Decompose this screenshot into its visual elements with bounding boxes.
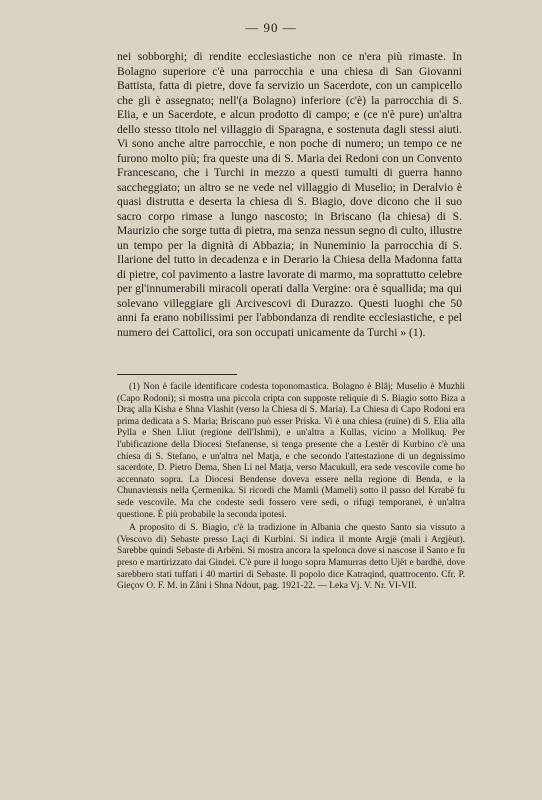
main-text xyxy=(117,50,462,340)
footnotes xyxy=(117,382,465,593)
main-paragraph: nei sobborghi; di rendite ecclesiastiche non ce n'era più rimaste. In Bolagno superiore c'è una parrocchia e una chiesa di San Giovanni Battista, fatta di pietre, dove fa servizio un Sacerdote, con un campicello che gli è assegnato; nell'(a Bolagno) inferiore (c'è) la parrocchia di S. Elia, e un Sacerdote, e alcun prodotto di campo; e (ce n'è pure) un'altra dello stesso titolo nel villaggio di Sparagna, e sostenuta dagli stessi aiuti. Vi sono anche altre parrocchie, e non poche di numero; un tempo ce ne furono molto più; fra queste una di S. Maria dei Redoni con un Convento Francescano, che i Turchi in mezzo a questi tumulti di guerra hanno saccheggiato; un altro se ne vede nel villaggio di Muselio; in Deralvio è quasi distrutta e deserta la chiesa di S. Biagio, dove dicono che il suo sacro corpo rimase a lungo nascosto; in Briscano (la chiesa) di S. Maurizio che sorge tutta di pietra, ma senza nessun segno di culto, illustre un tempo per la dignità di Abbazia; in Nuneminio la parrocchia di S. Ilarione del tutto in decadenza e in Derario la Chiesa della Madonna fatta di pietre, col pavimento a lastre lavorate di marmo, ma soprattutto celebre per gl'innumerabili miracoli operati dalla Vergine: ora è squallida; ma qui solevano villeggiare gli Arcivescovi di Durazzo. Questi luoghi che 50 anni fa erano nobilissimi per l'abbondanza di rendite ecclesiastiche, e pel numero dei Cattolici, ora son occupati unicamente da Turchi » (1). xyxy=(117,50,462,339)
footnote-divider xyxy=(117,374,237,375)
page-number: — 90 — xyxy=(245,20,297,35)
footnote-1: (1) Non è facile identificare codesta toponomastica. Bolagno è Blâj; Muselio è Muzhli (Capo Rodoni); si mostra una piccola cripta con supposte reliquie di S. Biagio sotto Biza a Draç alla Kisha e Shna Vlashit (verso la Chiesa di S. Maria). La Chiesa di Capo Rodoni era prima dedicata a S. Maria; Briscano può esser Priska. Vi è una chiesa (ruine) di S. Elia alla Pylla e Shen Lliut (regione dell'Ishmi), e un'altra a Kullas, vicino a Mollkuq. Per l'ubificazione della Diocesi Stefanense, si tenga presente che a Lestër di Kurbino c'è una chiesa di S. Stefano, e un'altra nel Matja, e che secondo l'attestazione di un degnissimo sacerdote, D. Pietro Dema, Shen Li nel Matja, verso Macukull, era sede vescovile come ho accennato sopra. La Diocesi Bendense doveva essere nella regione di Benda, e la Chunaviensis nella Çermenika. Si ricordi che Mamli (Mameli) sotto il passo del Krrabë fu sede vescovile. Ma che codeste sedi fossero vere sedi, o rifugi temporanei, è un'altra questione. È più probabile la seconda ipotesi. xyxy=(117,382,465,520)
footnote-2: A proposito di S. Biagio, c'è la tradizione in Albania che questo Santo sia vissuto a (Vescovo di) Sebaste presso Laçi di Kurbini. Si indica il monte Argjë (mali i Argjëut). Sarebbe quindi Sebaste di Arbëni. Si mostra ancora la spelonca dove si nascose il Santo e fu preso e martirizzato dai Gindei. C'è pure il luogo sopra Mamurras detto Ujët e bardhë, dove sarebbero stati tuffati i 40 martiri di Sebaste. Il popolo dice Katraqind, quattrocento. Cfr. P. Gieçov O. F. M. in Zâni i Shna Ndout, pag. 1921-22. — Leka Vj. V. Nr. VI-VII. xyxy=(117,523,465,592)
